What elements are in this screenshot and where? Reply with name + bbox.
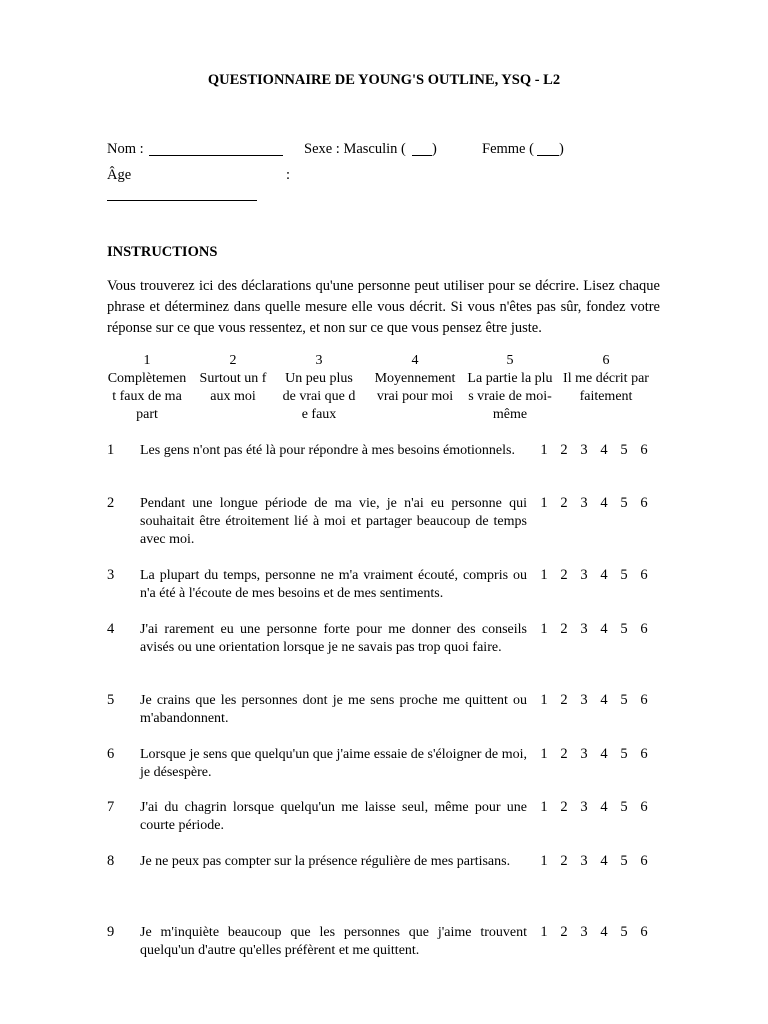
scale-label: Surtout un faux moi [199, 371, 267, 404]
femme-label: Femme ( [482, 141, 534, 157]
rating-option-3[interactable]: 3 [580, 746, 588, 762]
rating-option-4[interactable]: 4 [600, 442, 608, 458]
scale-label: Il me décrit parfaitement [563, 371, 649, 404]
age-label: Âge [107, 167, 132, 183]
question-text: Lorsque je sens que quelqu'un que j'aime essaie de s'éloigner de moi, je désespère. [140, 747, 527, 780]
rating-option-6[interactable]: 6 [640, 495, 648, 511]
rating-option-2[interactable]: 2 [560, 567, 568, 583]
scale-label: Moyennement vrai pour moi [374, 371, 456, 404]
question-number: 5 [107, 692, 115, 708]
instructions-heading: INSTRUCTIONS [107, 244, 218, 260]
rating-option-2[interactable]: 2 [560, 799, 568, 815]
question-number: 3 [107, 567, 115, 583]
rating-option-1[interactable]: 1 [540, 692, 548, 708]
question-number: 6 [107, 746, 115, 762]
nom-label: Nom : [107, 141, 144, 157]
question-number: 8 [107, 853, 115, 869]
rating-option-3[interactable]: 3 [580, 495, 588, 511]
age-field[interactable] [107, 200, 257, 201]
rating-option-1[interactable]: 1 [540, 567, 548, 583]
question-text: Je crains que les personnes dont je me sens proche me quittent ou m'abandonnent. [140, 693, 527, 726]
scale-value: 4 [411, 353, 419, 368]
scale-value: 3 [315, 353, 323, 368]
masculin-checkbox-field[interactable] [412, 155, 432, 156]
scale-column [466, 352, 554, 424]
scale-column [281, 352, 357, 424]
femme-checkbox-field[interactable] [537, 155, 559, 156]
rating-option-3[interactable]: 3 [580, 442, 588, 458]
question-number: 1 [107, 442, 115, 458]
question-number: 9 [107, 924, 115, 940]
rating-option-4[interactable]: 4 [600, 495, 608, 511]
rating-option-4[interactable]: 4 [600, 853, 608, 869]
rating-option-1[interactable]: 1 [540, 621, 548, 637]
rating-option-4[interactable]: 4 [600, 746, 608, 762]
question-text: Je m'inquiète beaucoup que les personnes que j'aime trouvent quelqu'un d'autre qu'elles préfèrent et me quittent. [140, 925, 527, 958]
scale-column [374, 352, 456, 406]
scale-value: 6 [602, 353, 610, 368]
question-text: Pendant une longue période de ma vie, je n'ai eu personne qui souhaitait être étroitement lié à moi et partager beaucoup de temps avec moi. [140, 496, 527, 547]
rating-option-5[interactable]: 5 [620, 924, 628, 940]
scale-value: 1 [143, 353, 151, 368]
rating-option-5[interactable]: 5 [620, 495, 628, 511]
scale-value: 2 [229, 353, 237, 368]
rating-option-3[interactable]: 3 [580, 621, 588, 637]
rating-option-4[interactable]: 4 [600, 567, 608, 583]
rating-option-6[interactable]: 6 [640, 692, 648, 708]
scale-column [197, 352, 269, 406]
rating-option-1[interactable]: 1 [540, 495, 548, 511]
question-text: Les gens n'ont pas été là pour répondre à mes besoins émotionnels. [140, 443, 515, 458]
rating-option-1[interactable]: 1 [540, 746, 548, 762]
question-text: J'ai du chagrin lorsque quelqu'un me laisse seul, même pour une courte période. [140, 800, 527, 833]
rating-option-4[interactable]: 4 [600, 621, 608, 637]
rating-option-1[interactable]: 1 [540, 853, 548, 869]
question-text: Je ne peux pas compter sur la présence régulière de mes partisans. [140, 854, 511, 869]
rating-option-5[interactable]: 5 [620, 621, 628, 637]
rating-option-4[interactable]: 4 [600, 799, 608, 815]
document-title: QUESTIONNAIRE DE YOUNG'S OUTLINE, YSQ - L2 [207, 72, 561, 88]
rating-option-2[interactable]: 2 [560, 692, 568, 708]
rating-option-2[interactable]: 2 [560, 442, 568, 458]
scale-label: Un peu plus de vrai que de faux [282, 371, 356, 422]
rating-option-5[interactable]: 5 [620, 692, 628, 708]
rating-option-2[interactable]: 2 [560, 853, 568, 869]
rating-option-1[interactable]: 1 [540, 924, 548, 940]
rating-option-2[interactable]: 2 [560, 746, 568, 762]
scale-label: Complètement faux de ma part [107, 371, 187, 422]
rating-option-2[interactable]: 2 [560, 495, 568, 511]
question-number: 2 [107, 495, 115, 511]
scale-value: 5 [506, 353, 514, 368]
masculin-close: ) [432, 141, 437, 157]
rating-option-6[interactable]: 6 [640, 621, 648, 637]
rating-option-5[interactable]: 5 [620, 567, 628, 583]
rating-option-5[interactable]: 5 [620, 853, 628, 869]
rating-option-4[interactable]: 4 [600, 692, 608, 708]
rating-option-6[interactable]: 6 [640, 799, 648, 815]
rating-option-5[interactable]: 5 [620, 746, 628, 762]
rating-option-5[interactable]: 5 [620, 442, 628, 458]
question-number: 7 [107, 799, 115, 815]
rating-option-6[interactable]: 6 [640, 853, 648, 869]
rating-option-3[interactable]: 3 [580, 799, 588, 815]
rating-option-6[interactable]: 6 [640, 567, 648, 583]
question-number: 4 [107, 621, 115, 637]
rating-option-2[interactable]: 2 [560, 621, 568, 637]
rating-option-6[interactable]: 6 [640, 442, 648, 458]
scale-column [562, 352, 650, 406]
sexe-masculin-label: Sexe : Masculin ( [304, 141, 406, 157]
rating-option-3[interactable]: 3 [580, 924, 588, 940]
rating-option-1[interactable]: 1 [540, 442, 548, 458]
rating-option-2[interactable]: 2 [560, 924, 568, 940]
rating-option-5[interactable]: 5 [620, 799, 628, 815]
instructions-text: Vous trouverez ici des déclarations qu'une personne peut utiliser pour se décrire. Lisez chaque phrase et déterminez dans quelle mesure elle vous décrit. Si vous n'êtes pas sûr, fondez votre réponse sur ce que vous ressentez, et non sur ce que vous pensez être juste. [107, 278, 660, 336]
rating-option-6[interactable]: 6 [640, 924, 648, 940]
rating-option-6[interactable]: 6 [640, 746, 648, 762]
rating-option-1[interactable]: 1 [540, 799, 548, 815]
question-text: J'ai rarement eu une personne forte pour me donner des conseils avisés ou une orientation lorsque je ne savais pas trop quoi faire. [140, 622, 527, 655]
rating-option-4[interactable]: 4 [600, 924, 608, 940]
rating-option-3[interactable]: 3 [580, 567, 588, 583]
age-colon: : [286, 167, 291, 183]
femme-close: ) [559, 141, 564, 157]
question-text: La plupart du temps, personne ne m'a vraiment écouté, compris ou n'a été à l'écoute de mes besoins et de mes sentiments. [140, 568, 527, 601]
nom-field[interactable] [149, 155, 283, 156]
rating-option-3[interactable]: 3 [580, 692, 588, 708]
scale-label: La partie la plus vraie de moi-même [467, 371, 553, 422]
scale-column [107, 352, 187, 424]
rating-option-3[interactable]: 3 [580, 853, 588, 869]
